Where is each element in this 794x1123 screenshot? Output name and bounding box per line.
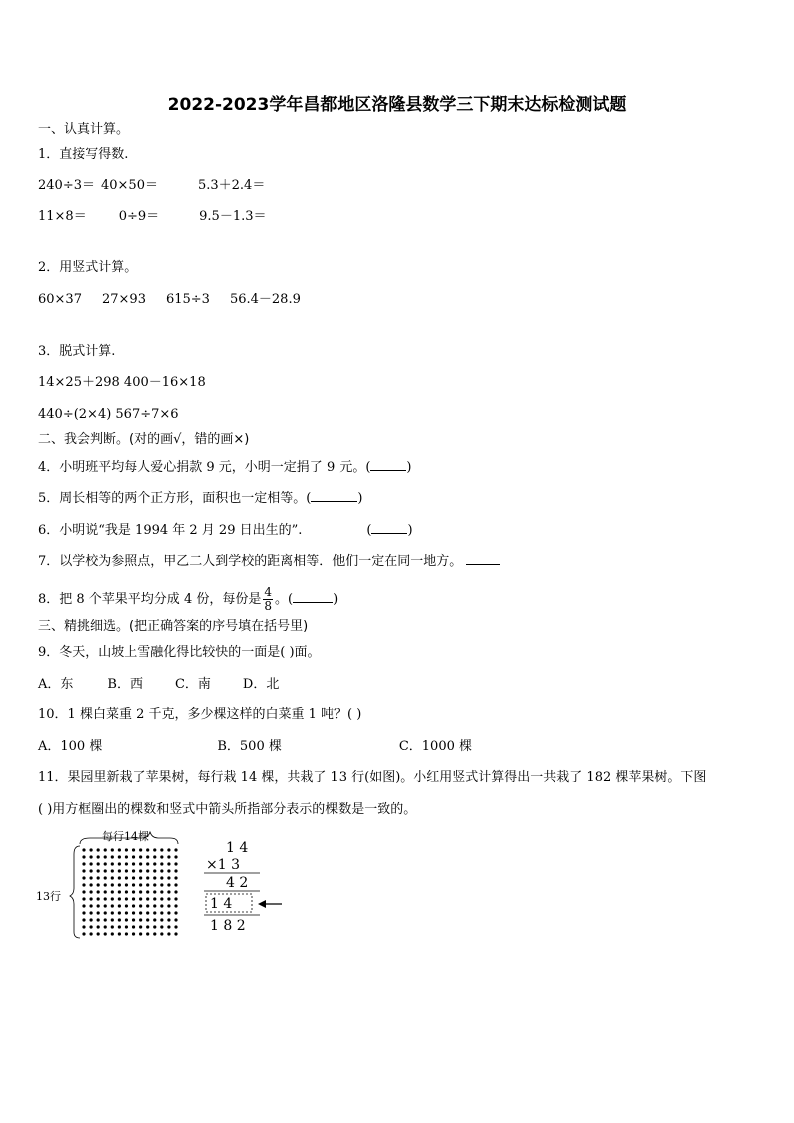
- question-10-options: [38, 739, 472, 755]
- tree-dot: [160, 932, 163, 935]
- question-10-text: 10．1 棵白菜重 2 千克，多少棵这样的白菜重 1 吨？( ): [38, 707, 362, 722]
- tree-dot: [125, 848, 128, 851]
- tree-dot: [132, 911, 135, 914]
- tree-dot: [82, 855, 85, 858]
- tree-dot: [111, 918, 114, 921]
- tree-dot: [89, 911, 92, 914]
- section-1-heading: 一、认真计算。: [38, 122, 130, 137]
- tree-dot: [153, 932, 156, 935]
- tree-dot: [118, 890, 121, 893]
- tree-dot: [125, 855, 128, 858]
- tree-dot: [167, 883, 170, 886]
- tree-dot: [160, 904, 163, 907]
- tree-dot: [89, 925, 92, 928]
- tree-dot: [89, 869, 92, 872]
- tree-dot: [104, 876, 107, 879]
- tree-dot: [97, 890, 100, 893]
- q4-close: ): [406, 460, 412, 475]
- tree-dot: [125, 862, 128, 865]
- q8-numerator: 4: [264, 585, 272, 599]
- tree-dot: [174, 855, 177, 858]
- tree-dot: [167, 911, 170, 914]
- tree-dot: [118, 855, 121, 858]
- tree-dot: [153, 925, 156, 928]
- tree-dot: [97, 862, 100, 865]
- tree-dot: [146, 876, 149, 879]
- tree-dot: [174, 848, 177, 851]
- tree-dot: [97, 855, 100, 858]
- question-3-row-1: 14×25＋298 400－16×18: [38, 375, 206, 390]
- tree-dot: [132, 897, 135, 900]
- tree-dot: [118, 932, 121, 935]
- tree-dot: [132, 932, 135, 935]
- q1-item-4: 11×8＝: [38, 209, 87, 224]
- question-11-line-1: 11．果园里新栽了苹果树，每行栽 14 棵，共栽了 13 行(如图)。小红用竖式计算得出一共栽了 182 棵苹果树。下图: [38, 770, 707, 785]
- question-9-text: 9．冬天，山坡上雪融化得比较快的一面是( )面。: [38, 645, 321, 660]
- tree-dot: [132, 862, 135, 865]
- tree-dot: [153, 855, 156, 858]
- tree-dot: [146, 883, 149, 886]
- tree-dot: [89, 897, 92, 900]
- calc-result: 1 8 2: [210, 918, 246, 934]
- tree-dot: [167, 855, 170, 858]
- q5-answer-blank[interactable]: [311, 489, 357, 502]
- tree-dot: [146, 890, 149, 893]
- tree-dot: [153, 890, 156, 893]
- tree-dot: [111, 848, 114, 851]
- tree-dot: [153, 904, 156, 907]
- tree-dot: [125, 911, 128, 914]
- tree-dot: [104, 862, 107, 865]
- orchard-figure: [30, 828, 330, 948]
- q1-item-2: 40×50＝: [100, 178, 158, 193]
- tree-dot: [132, 883, 135, 886]
- tree-dot: [139, 855, 142, 858]
- tree-dot: [89, 876, 92, 879]
- tree-dot: [160, 918, 163, 921]
- tree-dot: [174, 904, 177, 907]
- tree-dot: [167, 848, 170, 851]
- tree-dot: [89, 918, 92, 921]
- tree-dot: [139, 862, 142, 865]
- tree-dot: [146, 862, 149, 865]
- calc-partial-1: 4 2: [226, 875, 249, 891]
- question-1-label: 1．直接写得数.: [38, 147, 129, 162]
- q8-fraction: [263, 586, 273, 613]
- tree-dot: [139, 911, 142, 914]
- tree-dot: [153, 911, 156, 914]
- tree-dot: [160, 869, 163, 872]
- q8-close: ): [333, 592, 339, 607]
- tree-dot: [97, 925, 100, 928]
- tree-dot: [97, 876, 100, 879]
- q9-option-b[interactable]: B．西: [107, 677, 143, 692]
- tree-dot: [160, 897, 163, 900]
- tree-dot: [111, 932, 114, 935]
- tree-dot: [125, 876, 128, 879]
- tree-dot: [104, 925, 107, 928]
- question-1-row-1: [38, 178, 265, 194]
- tree-dot: [125, 869, 128, 872]
- tree-dot: [167, 862, 170, 865]
- tree-dot: [174, 918, 177, 921]
- tree-dot: [89, 932, 92, 935]
- tree-dot: [97, 911, 100, 914]
- tree-dot: [153, 862, 156, 865]
- q2-item-3: 615÷3: [165, 292, 210, 307]
- q8-answer-blank[interactable]: [293, 590, 333, 603]
- tree-dot: [104, 848, 107, 851]
- tree-dot: [174, 876, 177, 879]
- tree-dot: [153, 876, 156, 879]
- q6-close: ): [407, 523, 413, 538]
- tree-dot: [174, 925, 177, 928]
- tree-dot: [174, 869, 177, 872]
- tree-dot: [82, 890, 85, 893]
- tree-dot: [160, 911, 163, 914]
- tree-dot: [167, 897, 170, 900]
- tree-dot: [153, 869, 156, 872]
- page-title: 2022-2023学年昌都地区洛隆县数学三下期末达标检测试题: [167, 95, 627, 115]
- tree-dot: [118, 883, 121, 886]
- q8-denominator: 8: [264, 599, 272, 613]
- tree-dot: [97, 904, 100, 907]
- q2-item-1: 60×37: [38, 292, 82, 307]
- tree-dot: [111, 855, 114, 858]
- question-2-label: 2．用竖式计算。: [38, 260, 138, 275]
- tree-dot: [139, 925, 142, 928]
- tree-dot: [104, 897, 107, 900]
- tree-dot: [167, 932, 170, 935]
- tree-dot: [132, 890, 135, 893]
- q1-item-6: 9.5－1.3＝: [199, 209, 267, 224]
- q6-open: (: [366, 523, 372, 538]
- tree-dot: [125, 890, 128, 893]
- tree-dot: [104, 918, 107, 921]
- tree-dot: [160, 925, 163, 928]
- q9-option-a[interactable]: A．东: [38, 677, 74, 692]
- tree-dot: [125, 932, 128, 935]
- tree-dot: [139, 890, 142, 893]
- tree-dot: [139, 876, 142, 879]
- tree-dot: [125, 918, 128, 921]
- tree-dot: [167, 890, 170, 893]
- tree-dot: [97, 918, 100, 921]
- tree-dot: [146, 925, 149, 928]
- q1-item-1: 240÷3＝: [38, 178, 95, 193]
- tree-dot: [174, 883, 177, 886]
- tree-dot: [146, 911, 149, 914]
- tree-dot: [146, 932, 149, 935]
- tree-dot: [111, 911, 114, 914]
- top-label: 每行14棵: [102, 830, 149, 843]
- tree-dot: [89, 883, 92, 886]
- tree-dot: [82, 925, 85, 928]
- tree-dot: [97, 897, 100, 900]
- q10-option-c[interactable]: C．1000 棵: [398, 739, 473, 754]
- tree-dot: [160, 883, 163, 886]
- tree-dot: [174, 890, 177, 893]
- q1-item-3: 5.3＋2.4＝: [197, 178, 266, 193]
- tree-dot: [111, 869, 114, 872]
- tree-dot: [132, 876, 135, 879]
- q4-answer-blank[interactable]: [370, 458, 406, 471]
- tree-dot: [160, 862, 163, 865]
- tree-dot: [125, 925, 128, 928]
- tree-dot: [118, 918, 121, 921]
- question-3-row-2: 440÷(2×4) 567÷7×6: [38, 407, 179, 422]
- tree-dot: [167, 876, 170, 879]
- tree-dot: [153, 897, 156, 900]
- question-8: [38, 586, 338, 613]
- section-3-heading: 三、精挑细选。(把正确答案的序号填在括号里): [38, 619, 309, 634]
- tree-dot: [132, 904, 135, 907]
- tree-dot: [132, 869, 135, 872]
- side-brace: [70, 846, 80, 938]
- tree-dot: [97, 848, 100, 851]
- tree-dot: [132, 925, 135, 928]
- tree-dot: [89, 862, 92, 865]
- tree-dot: [118, 869, 121, 872]
- tree-dot: [118, 897, 121, 900]
- tree-dot: [111, 876, 114, 879]
- q4-text: 4．小明班平均每人爱心捐款 9 元，小明一定捐了 9 元。(: [38, 460, 371, 475]
- q2-item-4: 56.4－28.9: [229, 292, 301, 307]
- tree-dot: [146, 904, 149, 907]
- tree-dot: [125, 897, 128, 900]
- tree-dot: [111, 883, 114, 886]
- q2-item-2: 27×93: [101, 292, 146, 307]
- q10-option-a[interactable]: A．100 棵: [38, 739, 103, 754]
- question-7: [38, 552, 500, 570]
- tree-dot: [132, 848, 135, 851]
- tree-dot: [111, 897, 114, 900]
- tree-dot: [167, 925, 170, 928]
- question-11-line-2: ( )用方框圈出的棵数和竖式中箭头所指部分表示的棵数是一致的。: [38, 802, 417, 817]
- q9-option-d[interactable]: D．北: [242, 677, 280, 692]
- side-label: 13行: [36, 890, 61, 903]
- tree-dot: [104, 855, 107, 858]
- tree-dot: [82, 932, 85, 935]
- tree-dot: [132, 855, 135, 858]
- tree-dot: [146, 848, 149, 851]
- tree-dot: [125, 883, 128, 886]
- tree-dot: [125, 904, 128, 907]
- tree-dot: [160, 848, 163, 851]
- tree-dot: [111, 925, 114, 928]
- tree-dot: [118, 911, 121, 914]
- tree-dot: [82, 862, 85, 865]
- tree-dot: [89, 855, 92, 858]
- tree-dot: [167, 918, 170, 921]
- tree-dot: [82, 876, 85, 879]
- tree-dot: [146, 897, 149, 900]
- tree-dot: [146, 855, 149, 858]
- tree-dot: [153, 918, 156, 921]
- q5-text: 5．周长相等的两个正方形，面积也一定相等。(: [38, 491, 312, 506]
- tree-dot: [104, 911, 107, 914]
- tree-dot: [146, 918, 149, 921]
- tree-dot: [111, 904, 114, 907]
- tree-dot: [104, 869, 107, 872]
- q9-option-c[interactable]: C．南: [174, 677, 211, 692]
- tree-dot: [153, 848, 156, 851]
- tree-dot: [174, 862, 177, 865]
- tree-dot: [174, 897, 177, 900]
- calc-multiplicand: 1 4: [226, 840, 249, 856]
- q6-text: 6．小明说“我是 1994 年 2 月 29 日出生的”.: [38, 523, 303, 538]
- tree-dot: [104, 932, 107, 935]
- question-5: [38, 489, 362, 507]
- tree-dot: [89, 848, 92, 851]
- tree-dot: [89, 904, 92, 907]
- q8-after: 。(: [274, 592, 294, 607]
- tree-dot: [82, 869, 85, 872]
- q1-item-5: 0÷9＝: [118, 209, 160, 224]
- tree-dot: [118, 925, 121, 928]
- tree-dot: [82, 883, 85, 886]
- q7-answer-blank[interactable]: [466, 552, 500, 565]
- tree-dot: [82, 904, 85, 907]
- tree-dot: [82, 897, 85, 900]
- tree-dot: [174, 932, 177, 935]
- tree-dot: [139, 897, 142, 900]
- tree-dot: [174, 911, 177, 914]
- tree-dot: [97, 932, 100, 935]
- tree-dot: [160, 890, 163, 893]
- tree-dot: [139, 918, 142, 921]
- tree-dot: [104, 904, 107, 907]
- tree-dot: [111, 862, 114, 865]
- tree-dot: [118, 848, 121, 851]
- q6-answer-blank[interactable]: [371, 521, 407, 534]
- tree-dot: [139, 883, 142, 886]
- tree-dot: [139, 848, 142, 851]
- tree-dot: [139, 932, 142, 935]
- question-2-items: [38, 292, 301, 308]
- tree-dot: [82, 911, 85, 914]
- q7-text: 7．以学校为参照点，甲乙二人到学校的距离相等．他们一定在同一地方。: [38, 554, 463, 569]
- tree-dot: [118, 876, 121, 879]
- tree-dot: [104, 883, 107, 886]
- tree-dot: [139, 869, 142, 872]
- tree-dot: [104, 890, 107, 893]
- q8-text: 8．把 8 个苹果平均分成 4 份，每份是: [38, 592, 262, 607]
- tree-dot: [118, 862, 121, 865]
- tree-dot-grid: [82, 848, 177, 935]
- section-2-heading: 二、我会判断。(对的画√，错的画×): [38, 432, 250, 447]
- tree-dot: [97, 883, 100, 886]
- question-9-options: [38, 677, 279, 693]
- tree-dot: [111, 890, 114, 893]
- tree-dot: [146, 869, 149, 872]
- question-3-label: 3．脱式计算.: [38, 344, 116, 359]
- tree-dot: [132, 918, 135, 921]
- tree-dot: [139, 904, 142, 907]
- question-6: [38, 521, 413, 539]
- tree-dot: [160, 876, 163, 879]
- tree-dot: [153, 883, 156, 886]
- question-4: [38, 458, 412, 476]
- q5-close: ): [357, 491, 363, 506]
- tree-dot: [160, 855, 163, 858]
- tree-dot: [82, 918, 85, 921]
- tree-dot: [97, 869, 100, 872]
- tree-dot: [82, 848, 85, 851]
- tree-dot: [89, 890, 92, 893]
- q10-option-b[interactable]: B．500 棵: [217, 739, 282, 754]
- tree-dot: [167, 904, 170, 907]
- tree-dot: [167, 869, 170, 872]
- question-1-row-2: [38, 209, 267, 225]
- tree-dot: [118, 904, 121, 907]
- calc-multiplier: ×1 3: [206, 857, 240, 873]
- arrow-left-icon: [258, 900, 266, 908]
- calc-partial-2: 1 4: [210, 896, 233, 912]
